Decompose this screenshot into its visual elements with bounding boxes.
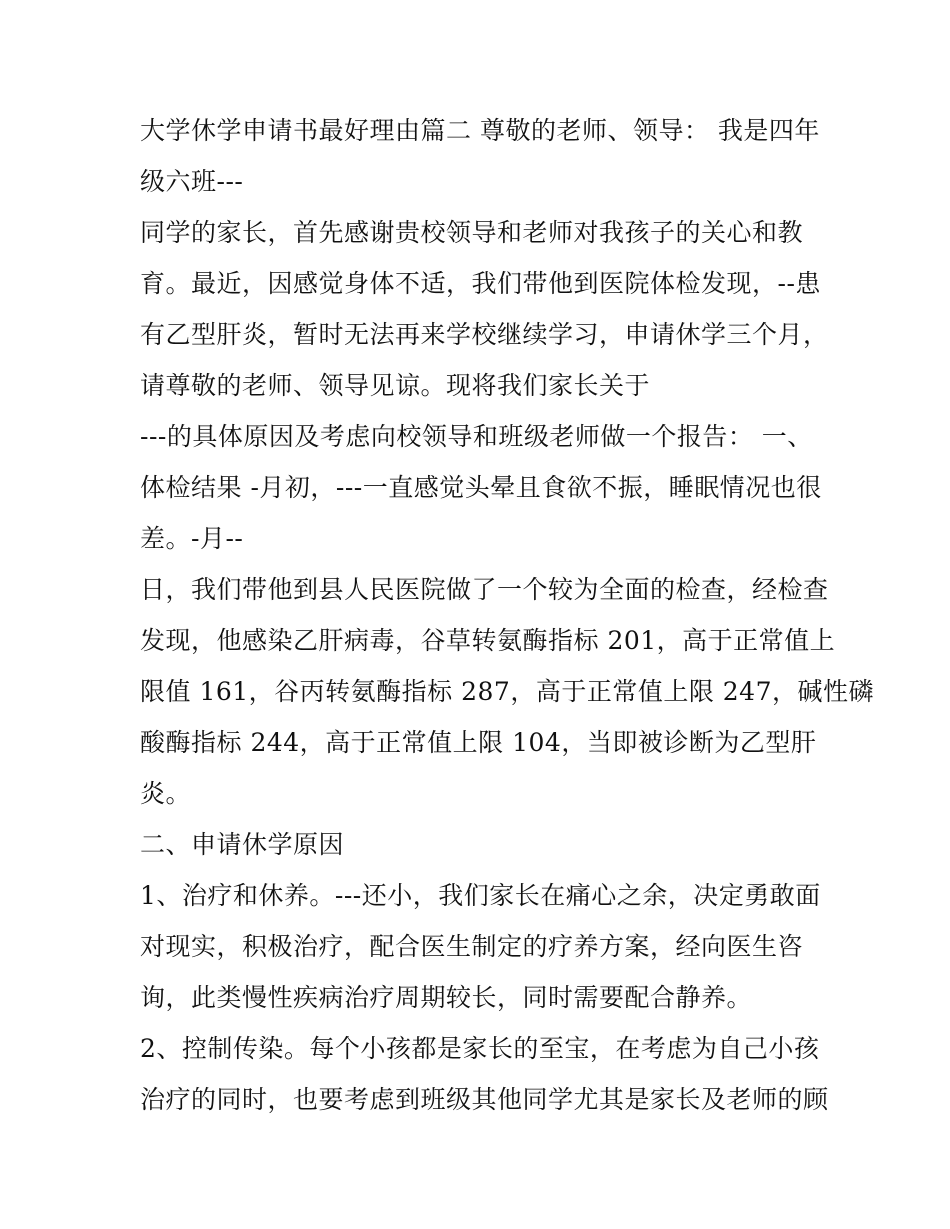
text-line: 差。-月-- (140, 524, 244, 553)
section-heading: 二、申请休学原因 (140, 830, 345, 859)
text-line: 有乙型肝炎，暂时无法再来学校继续学习，申请休学三个月， (140, 320, 829, 349)
text-line: 大学休学申请书最好理由篇二 尊敬的老师、领导： 我是四年 (140, 116, 820, 145)
text-line: 治疗的同时，也要考虑到班级其他同学尤其是家长及老师的顾 (140, 1085, 829, 1114)
text-line: 育。最近，因感觉身体不适，我们带他到医院体检发现，--患 (140, 269, 821, 298)
text-line: 日，我们带他到县人民医院做了一个较为全面的检查，经检查 (140, 575, 829, 604)
text-line: 限值 161，谷丙转氨酶指标 287，高于正常值上限 247，碱性磷 (140, 677, 874, 706)
text-line: 酸酶指标 244，高于正常值上限 104，当即被诊断为乙型肝 (140, 728, 817, 757)
text-line: 炎。 (140, 779, 192, 808)
text-line: 级六班--- (140, 167, 244, 196)
text-line: 对现实，积极治疗，配合医生制定的疗养方案，经向医生咨 (140, 932, 804, 961)
text-line: 发现，他感染乙肝病毒，谷草转氨酶指标 201，高于正常值上 (140, 626, 836, 655)
text-line: ---的具体原因及考虑向校领导和班级老师做一个报告： 一、 (140, 422, 813, 451)
text-line: 同学的家长，首先感谢贵校领导和老师对我孩子的关心和教 (140, 218, 804, 247)
text-line: 询，此类慢性疾病治疗周期较长，同时需要配合静养。 (140, 983, 753, 1012)
text-line: 体检结果 -月初，---一直感觉头晕且食欲不振，睡眠情况也很 (140, 473, 822, 502)
text-line: 2、控制传染。每个小孩都是家长的至宝，在考虑为自己小孩 (140, 1034, 820, 1063)
body-text (140, 105, 874, 1125)
text-line: 1、治疗和休养。---还小，我们家长在痛心之余，决定勇敢面 (140, 881, 821, 910)
text-line: 请尊敬的老师、领导见谅。现将我们家长关于 (140, 371, 651, 400)
